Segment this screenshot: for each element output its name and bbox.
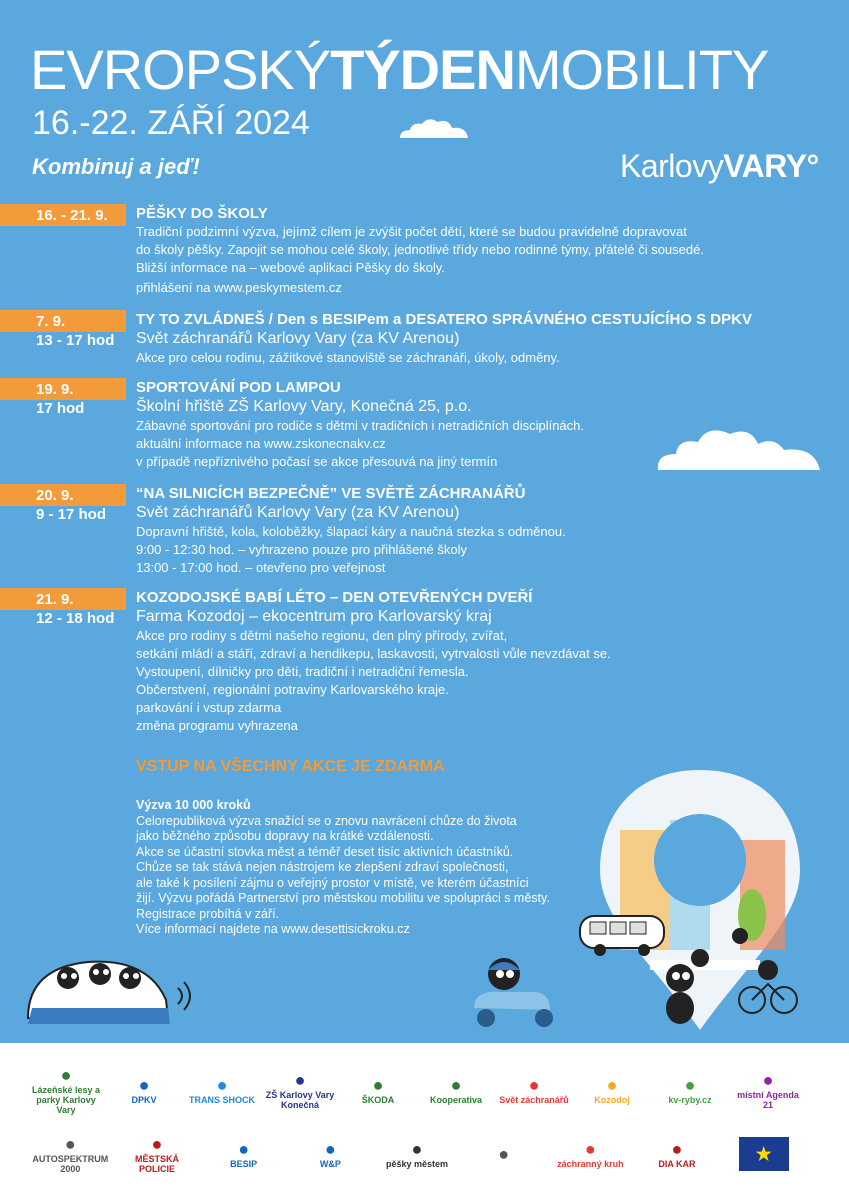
autospektrum-logo-icon [30, 1129, 111, 1179]
logo-label: kv-ryby.cz [668, 1095, 712, 1105]
event-line: Občerstvení, regionální potraviny Karlovarského kraje. [136, 682, 449, 697]
logo-label: AUTOSPEKTRUM 2000 [32, 1154, 109, 1174]
dpkv-logo-icon [108, 1065, 180, 1115]
cyclist-characters-icon [640, 928, 800, 1028]
logo-mark: ● [450, 1075, 462, 1095]
scooter-character-icon [466, 954, 566, 1034]
logo-label: ZŠ Karlovy Vary Konečná [265, 1090, 335, 1110]
rescue-logo-icon [498, 1065, 570, 1115]
eu-flag-icon [723, 1129, 804, 1179]
event-date: 7. 9. [0, 310, 126, 332]
circle-logo-icon [550, 1129, 631, 1179]
logo-mark: ● [411, 1139, 423, 1159]
challenge-line: Chůze se tak stává nejen nástrojem ke zlepšení zdraví společnosti, [136, 860, 509, 874]
event-date: 21. 9. [0, 588, 126, 610]
event-title: SPORTOVÁNÍ POD LAMPOU [136, 379, 341, 396]
event-line: 9:00 - 12:30 hod. – vyhrazeno pouze pro přihlášené školy [136, 542, 467, 557]
challenge-line: Celorepubliková výzva snažící se o znovu navrácení chůze do života [136, 813, 517, 828]
logo-label: Kooperativa [429, 1095, 482, 1105]
logo-label: pěšky městem [385, 1159, 448, 1169]
free-entry-notice: VSTUP NA VŠECHNY AKCE JE ZDARMA [136, 758, 445, 775]
event-time: 17 hod [36, 400, 85, 417]
event-line: Zábavné sportování pro rodiče s dětmi v tradičních i netradičních disciplínách. [136, 418, 585, 433]
logo-label: MĚSTSKÁ POLICIE [134, 1154, 179, 1174]
cloud-icon [396, 116, 472, 140]
event-place: Svět záchranářů Karlovy Vary (za KV Arenou) [136, 504, 460, 521]
police-logo-icon [117, 1129, 198, 1179]
event-link[interactable]: přihlášení na www.peskymestem.cz [136, 280, 342, 295]
event-line: 13:00 - 17:00 hod. – otevřeno pro veřejnost [136, 560, 386, 575]
logo-label: W&P [319, 1159, 341, 1169]
partner-logos-footer [0, 1043, 849, 1200]
event-line: Akce pro rodiny s dětmi našeho regionu, den plný přírody, zvířat, [136, 628, 508, 643]
logo-label: záchranný kruh [557, 1159, 624, 1169]
logo-label: ŠKODA [361, 1095, 395, 1105]
diakar-logo-icon [637, 1129, 718, 1179]
logo-mark: ● [60, 1065, 72, 1085]
car-characters-icon [18, 948, 198, 1034]
challenge-line: Registrace probíhá v září. [136, 906, 280, 921]
logo-mark: ● [372, 1075, 384, 1095]
logo-mark: ● [64, 1134, 76, 1154]
event-title: PĚŠKY DO ŠKOLY [136, 205, 268, 222]
challenge-line: žijí. Výzvu pořádá Partnerství pro městskou mobilitu ve spolupráci s městy. [136, 891, 550, 905]
event-date: 19. 9. [0, 378, 126, 400]
logo-label: Svět záchranářů [499, 1095, 569, 1105]
event-line: Dopravní hřiště, kola, koloběžky, šlapací káry a naučná stezka s odměnou. [136, 524, 566, 539]
kooperativa-logo-icon [420, 1065, 492, 1115]
event-time: 9 - 17 hod [36, 506, 107, 523]
agenda-logo-icon [732, 1065, 804, 1115]
skoda-logo-icon [342, 1065, 414, 1115]
event-line: Akce pro celou rodinu, zážitkové stanoviště se záchranáři, úkoly, odměny. [136, 350, 560, 365]
logo-mark: ● [684, 1075, 696, 1095]
event-date: 20. 9. [0, 484, 126, 506]
event-line: Tradiční podzimní výzva, jejímž cílem je zvýšit počet dětí, které se budou pravidelně dopravovat [136, 224, 687, 239]
slogan: Kombinuj a jeď! [32, 154, 200, 179]
tree-logo-icon [30, 1065, 102, 1115]
logo-label: Kozodoj [594, 1095, 630, 1105]
logo-mark: ● [762, 1070, 774, 1090]
event-time: 13 - 17 hod [36, 332, 115, 349]
event-title: “NA SILNICÍCH BEZPEČNĚ” VE SVĚTĚ ZÁCHRANÁŘŮ [136, 485, 526, 502]
logo-label: BESIP [230, 1159, 258, 1169]
logo-mark: ● [294, 1070, 306, 1090]
city-logo: KarlovyVARY° [620, 148, 819, 184]
event-line: Vystoupení, dílničky pro děti, tradiční i netradiční řemesla. [136, 664, 469, 679]
logo-mark: ★ [739, 1137, 789, 1171]
fish-logo-icon [654, 1065, 726, 1115]
challenge-title: Výzva 10 000 kroků [136, 798, 251, 812]
event-time: 12 - 18 hod [36, 610, 115, 627]
snail-logo-icon [463, 1129, 544, 1179]
challenge-link[interactable]: Více informací najdete na www.desettisickroku.cz [136, 922, 410, 936]
logo-mark: ● [584, 1139, 596, 1159]
event-place: Školní hřiště ZŠ Karlovy Vary, Konečná 25, p.o. [136, 398, 472, 415]
event-title: KOZODOJSKÉ BABÍ LÉTO – DEN OTEVŘENÝCH DVEŘÍ [136, 589, 533, 606]
event-line: Bližší informace na – webové aplikaci Pěšky do školy. [136, 260, 446, 275]
logo-mark: ● [151, 1134, 163, 1154]
event-date: 16. - 21. 9. [0, 204, 126, 226]
logo-label: DPKV [131, 1095, 157, 1105]
logo-label: TRANS SHOCK [188, 1095, 255, 1105]
event-link[interactable]: aktuální informace na www.zskonecnakv.cz [136, 436, 386, 451]
challenge-line: jako běžného způsobu dopravy na krátké vzdálenosti. [136, 829, 434, 843]
wp-logo-icon [290, 1129, 371, 1179]
logo-mark: ● [238, 1139, 250, 1159]
event-line: setkání mládí a stáří, zdraví a hendikepu, laskavosti, vytrvalosti vůle nevzdávat se. [136, 646, 611, 661]
logo-mark: ● [216, 1075, 228, 1095]
trans-logo-icon [186, 1065, 258, 1115]
logo-label: Lázeňské lesy a parky Karlovy Vary [31, 1085, 101, 1115]
event-line: změna programu vyhrazena [136, 718, 298, 733]
logo-mark: ● [606, 1075, 618, 1095]
logo-mark: ● [324, 1139, 336, 1159]
besip-logo-icon [203, 1129, 284, 1179]
logo-label: místní Agenda 21 [737, 1090, 799, 1110]
event-place: Farma Kozodoj – ekocentrum pro Karlovarský kraj [136, 608, 492, 625]
logo-mark: ● [528, 1075, 540, 1095]
walk-logo-icon [377, 1129, 458, 1179]
logo-mark: ● [498, 1144, 510, 1164]
kozodoj-logo-icon [576, 1065, 648, 1115]
logo-mark: ● [671, 1139, 683, 1159]
page-title: EVROPSKÝTÝDENMOBILITY [30, 38, 769, 101]
challenge-block [136, 798, 596, 938]
event-title: TY TO ZVLÁDNEŠ / Den s BESIPem a DESATERO SPRÁVNÉHO CESTUJÍCÍHO S DPKV [136, 311, 752, 328]
event-line: v případě nepříznivého počasí se akce přesouvá na jiný termín [136, 454, 498, 469]
logo-label: DIA KAR [658, 1159, 696, 1169]
challenge-line: ale také k posílení zájmu o veřejný prostor v místě, ve kterém účastníci [136, 875, 529, 890]
event-dates: 16.-22. ZÁŘÍ 2024 [32, 104, 310, 142]
event-place: Svět záchranářů Karlovy Vary (za KV Arenou) [136, 330, 460, 347]
school-logo-icon [264, 1065, 336, 1115]
challenge-line: Akce se účastní stovka měst a téměř deset tisíc aktivních účastníků. [136, 844, 514, 859]
event-line: parkování i vstup zdarma [136, 700, 282, 715]
event-line: do školy pěšky. Zapojit se mohou celé školy, jednotlivé třídy nebo rodinné týmy, přátelé či sousedé. [136, 242, 704, 257]
logo-mark: ● [138, 1075, 150, 1095]
